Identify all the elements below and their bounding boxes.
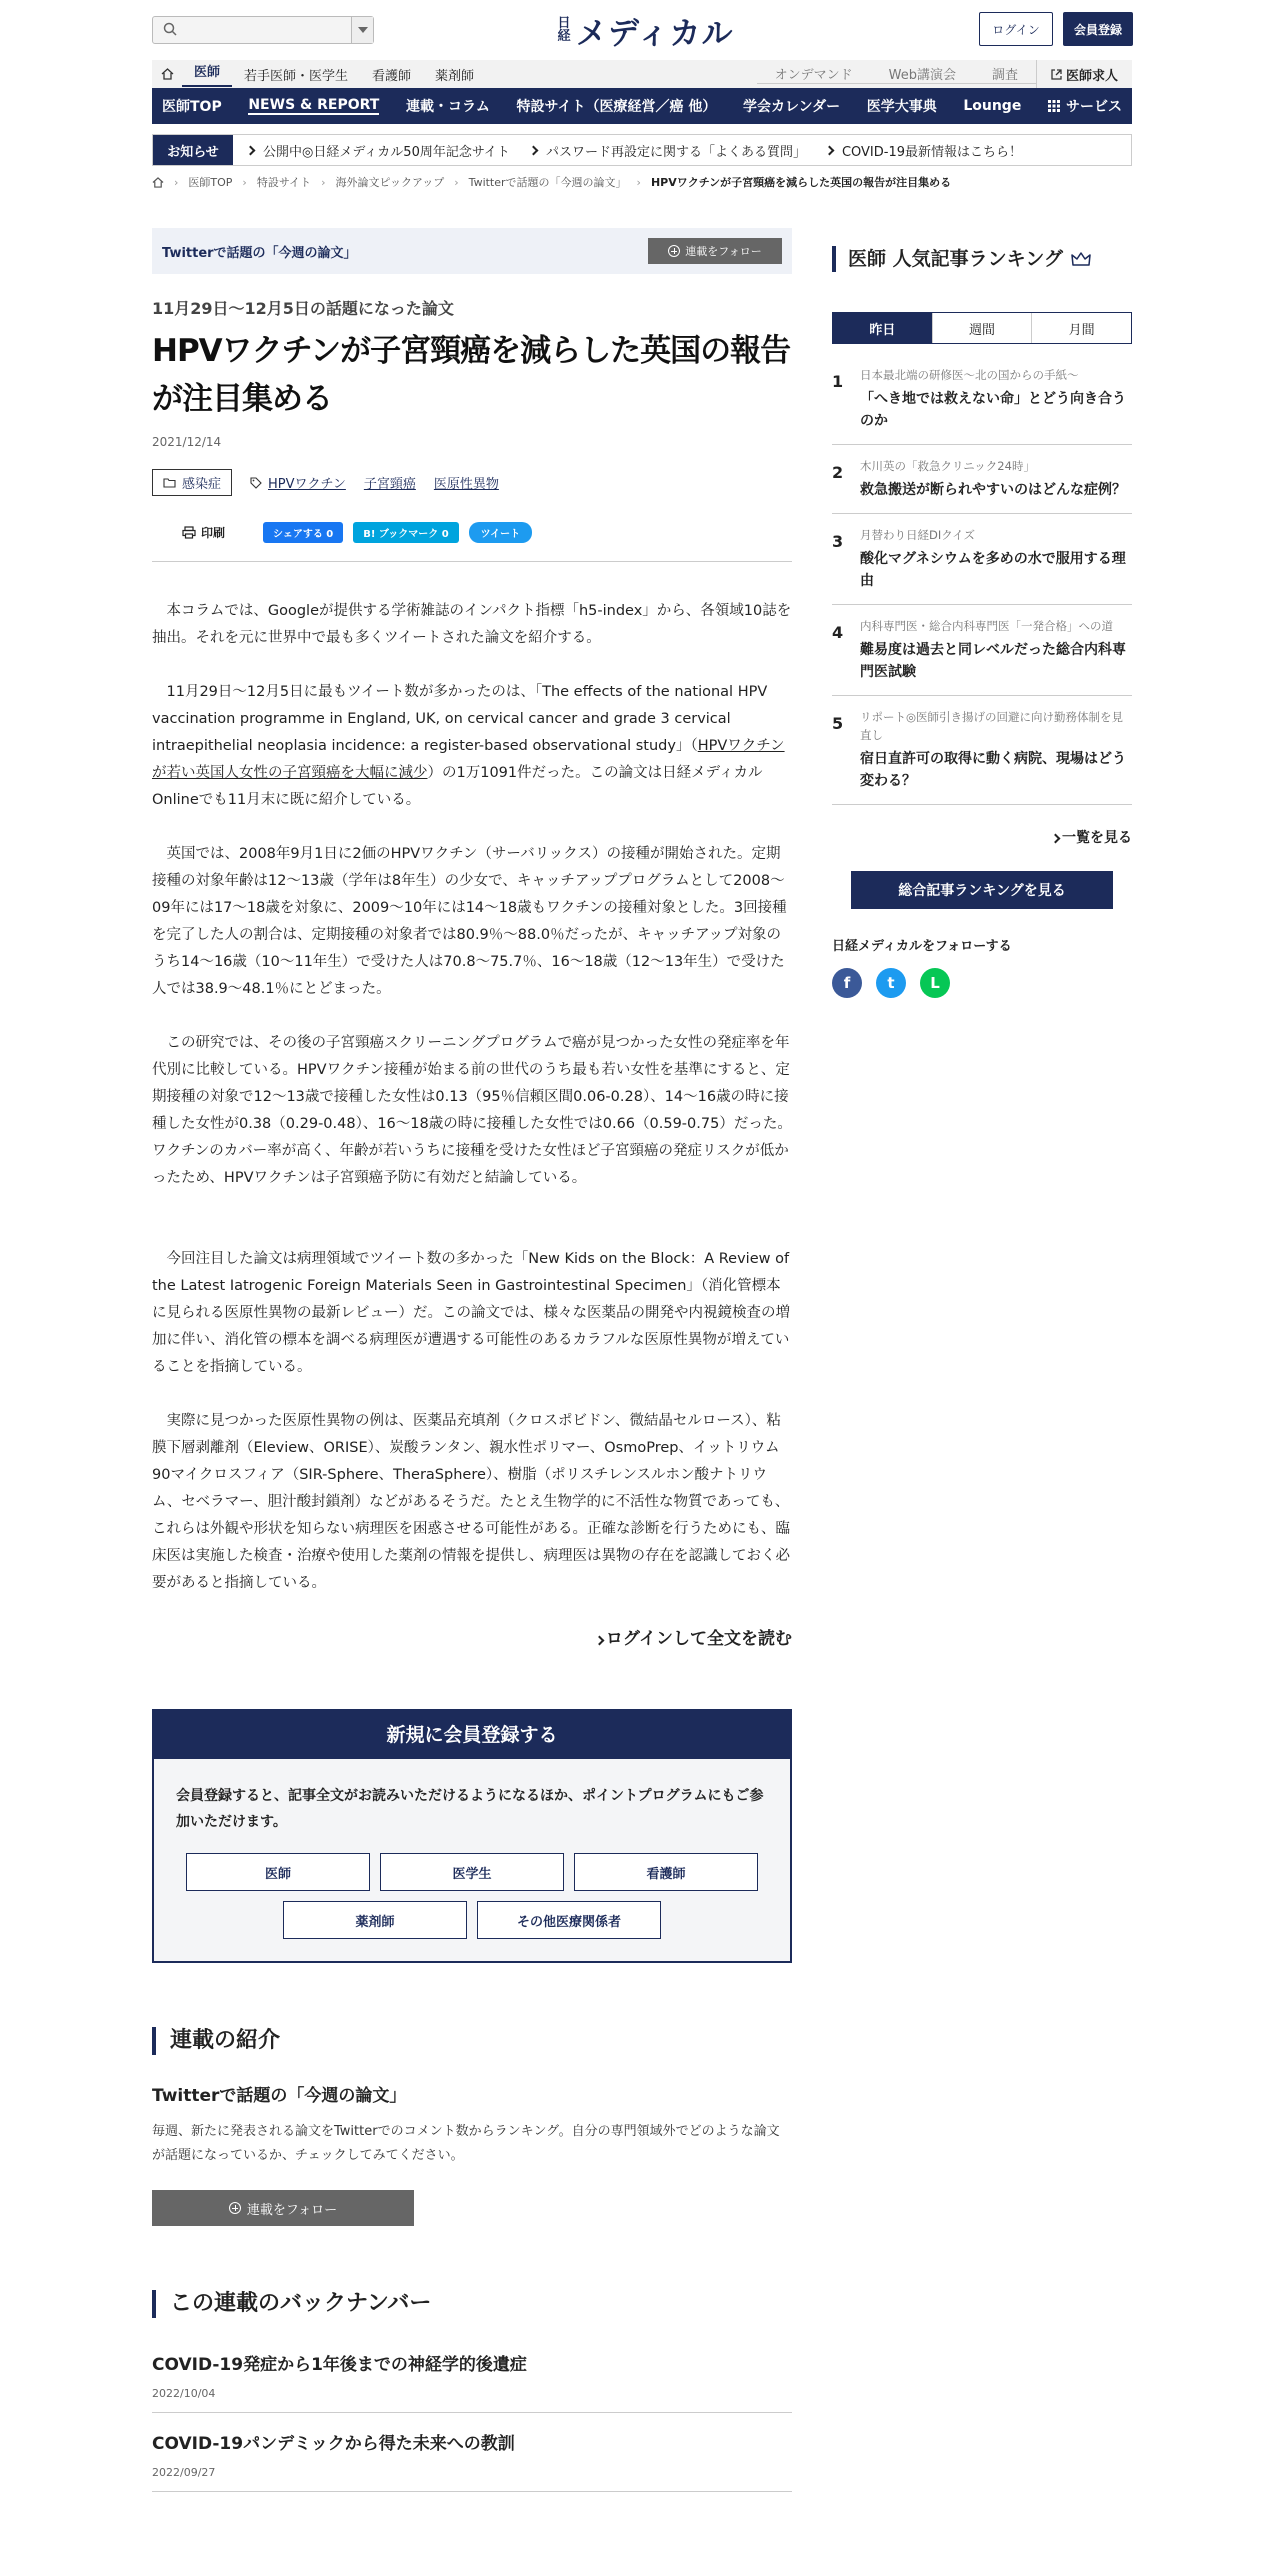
article-date: 2021/12/14 [152, 435, 222, 449]
register-student-button[interactable]: 医学生 [380, 1853, 564, 1891]
backnumber-date: 2022/10/04 [152, 2387, 216, 2400]
nav-news-report[interactable]: NEWS & REPORT [248, 97, 380, 113]
paragraph: 英国では、2008年9月1日に2価のHPVワクチン（サーバリックス）の接種が開始された。定期接種の対象年齢は12～13歳（学年は8年生）の少女で、キャッチアッププログラムとして2008～09年には17～18歳を対象に、2009～10年には14～18歳もワクチンの接種対象とした。3回接種を完了した人の割合は、定期接種の対象者では80.9％～88.0％だったが、キャッチアップ対象のうち14～16歳（10～11年生）で受けた人は70.8～75.7％、16～18歳（12～13年生）で受けた人では38.9～48.1％にとどまった。 [152, 846, 787, 997]
breadcrumb-separator: › [242, 175, 247, 189]
chevron-right-icon [528, 145, 538, 155]
subnav-pharmacist[interactable]: 薬剤師 [435, 68, 475, 84]
paragraph: 本コラムでは、Googleが提供する学術雑誌のインパクト指標「h5-index」から、各領域10誌を抽出。それを元に世界中で最も多くツイートされた論文を紹介する。 [152, 603, 792, 646]
category-label: 感染症 [182, 477, 222, 492]
follow-series-button[interactable] [648, 238, 782, 264]
register-nurse-button[interactable]: 看護師 [574, 1853, 758, 1891]
facebook-icon[interactable]: f [832, 968, 862, 998]
tag-link[interactable]: 医原性異物 [433, 477, 499, 492]
article-subtitle: 11月29日～12月5日の話題になった論文 [152, 299, 454, 318]
ranking-item[interactable] [832, 354, 1132, 445]
breadcrumb-item[interactable]: 特設サイト [256, 176, 312, 189]
breadcrumb-separator: › [454, 175, 459, 189]
rank-category: 内科専門医・総合内科専門医「一発合格」への道 [860, 619, 1113, 633]
breadcrumb-item[interactable]: 医師TOP [188, 176, 233, 189]
login-button[interactable]: ログイン [979, 12, 1053, 46]
backnumber-date: 2022/09/27 [152, 2466, 216, 2479]
subnav-job-link[interactable] [1036, 60, 1132, 88]
registration-box [152, 1709, 792, 1963]
notice-text: パスワード再設定に関する「よくある質問」 [545, 144, 806, 160]
paragraph [152, 679, 792, 814]
paragraph: 実際に見つかった医原性異物の例は、医薬品充填剤（クロスポビドン、微結晶セルロース）、粘膜下層剥離剤（Eleview、ORISE）、炭酸ランタン、親水性ポリマー、OsmoPrep、イットリウム90マイクロスフィア（SIR-Sphere、TheraSphere）、樹脂（ポリスチレンスルホン酸ナトリウム、セベラマー、胆汁酸封鎖剤）などがあるそうだ。たとえ生物学的に不活性な物質であっても、これらは外観や形状を知らない病理医を困惑させる可能性がある。正確な診断を行うためにも、臨床医は実施した検査・治療や使用した薬剤の情報を提供し、病理医は異物の存在を認識しておく必要があると指摘している。 [152, 1413, 790, 1591]
tag-link[interactable]: HPVワクチン [268, 477, 346, 492]
ranking-heading [832, 246, 1132, 272]
external-link-icon [1051, 69, 1062, 80]
main-navigation [152, 88, 1132, 124]
related-article-link[interactable]: HPVワクチンが若い英国人女性の子宮頸癌を大幅に減少 [152, 738, 785, 781]
tab-weekly[interactable]: 週間 [932, 313, 1032, 343]
subnav-web-seminar[interactable]: Web講演会 [871, 64, 974, 84]
ranking-list [832, 354, 1132, 805]
breadcrumb-separator: › [174, 175, 179, 189]
rank-category: 月替わり日経DIクイズ [860, 528, 976, 542]
paragraph-text: ）の1万1091件だった。この論文は日経メディカルOnlineでも11月末に既に紹介している。 [152, 765, 763, 808]
breadcrumb-separator: › [321, 175, 326, 189]
rank-title: 救急搬送が断られやすいのはどんな症例？ [860, 482, 1126, 498]
rank-title: 「へき地では救えない命」とどう向き合うのか [860, 391, 1126, 429]
rank-title: 宿日直許可の取得に動く病院、現場はどう変わる？ [860, 751, 1126, 789]
nav-medical-dictionary[interactable]: 医学大事典 [866, 99, 937, 115]
home-icon[interactable] [152, 177, 164, 188]
logo-nikkei: 日経 [557, 16, 571, 44]
article-body [152, 598, 792, 1597]
search-input[interactable] [152, 16, 374, 44]
site-logo[interactable] [556, 10, 734, 50]
read-more-label: ログインして全文を読む [605, 1629, 792, 1649]
divider [152, 561, 792, 562]
paragraph: この研究では、その後の子宮頸癌スクリーニングプログラムで癌が見つかった女性の発症率を年代別に比較している。HPVワクチン接種が始まる前の世代のうち最も若い女性を基準にすると、定期接種の対象で12～13歳で接種した女性は0.13（95％信頼区間0.06-0.28）、14～16歳の時に接種した女性が0.38（0.29-0.48）、16～18歳の時に接種した女性では0.66（0.59-0.75）だった。ワクチンのカバー率が高く、年齢が若いうちに接種を受けた女性ほど子宮頸癌の発症リスクが低かったため、HPVワクチンは子宮頸癌予防に有効だと結論している。 [152, 1035, 792, 1186]
notice-item[interactable] [233, 141, 516, 160]
printer-icon [182, 526, 196, 539]
notice-text: 公開中◎日経メディカル50周年記念サイト [263, 144, 510, 160]
tag-icon [250, 477, 262, 489]
line-icon[interactable]: L [920, 968, 950, 998]
ranking-item[interactable] [832, 514, 1132, 605]
tab-monthly[interactable]: 月間 [1031, 313, 1131, 343]
logo-medical: メディカル [576, 15, 734, 52]
breadcrumb [152, 174, 951, 190]
series-banner [152, 228, 792, 274]
backnumber-title: COVID-19発症から1年後までの神経学的後遺症 [152, 2355, 527, 2375]
backnumber-heading: この連載のバックナンバー [152, 2290, 792, 2318]
notice-item[interactable] [516, 141, 812, 160]
nav-doctor-top[interactable]: 医師TOP [162, 99, 222, 115]
rank-category: リポート◎医師引き揚げの回避に向け勤務体制を見直し [860, 710, 1124, 742]
rank-title: 難易度は過去と同レベルだった総合内科専門医試験 [860, 642, 1126, 680]
chevron-right-icon [594, 1636, 604, 1646]
series-intro-heading: 連載の紹介 [152, 2027, 792, 2055]
nav-series-column[interactable]: 連載・コラム [405, 99, 490, 115]
facebook-share-button[interactable]: シェアする 0 [263, 522, 343, 543]
notice-bar [152, 134, 1132, 166]
register-other-button[interactable]: その他医療関係者 [477, 1901, 661, 1939]
page-title [152, 327, 792, 423]
home-icon[interactable] [152, 68, 182, 80]
register-doctor-button[interactable]: 医師 [186, 1853, 370, 1891]
job-label: 医師求人 [1065, 68, 1118, 84]
plus-circle-icon [668, 245, 680, 257]
subnav-doctor[interactable]: 医師 [182, 61, 232, 87]
tag-list [152, 469, 792, 496]
category-tag[interactable] [152, 469, 232, 496]
rank-category: 日本最北端の研修医～北の国からの手紙～ [860, 368, 1079, 382]
registration-heading: 新規に会員登録する [154, 1711, 790, 1759]
nav-conference-calendar[interactable]: 学会カレンダー [742, 99, 841, 115]
register-button[interactable]: 会員登録 [1063, 12, 1133, 46]
rank-number: 5 [832, 714, 844, 733]
rank-number: 2 [832, 463, 844, 482]
tag-link[interactable]: 子宮頸癌 [363, 477, 416, 492]
paragraph: 今回注目した論文は病理領域でツイート数の多かった「New Kids on the Block：A Review of the Latest Iatrogenic Foreign Materials Seen in Gastrointestinal Specimen」（消化管標本に見られる医原性異物の最新レビュー）だ。この論文では、様々な医薬品の開発や内視鏡検査の増加に伴い、消化管の標本を調べる病理医が遭遇する可能性のあるカラフルな医原性異物が増えていることを指摘している。 [152, 1251, 790, 1375]
tweet-button[interactable]: ツイート [469, 522, 533, 543]
follow-text: 日経メディカルをフォローする [832, 939, 1012, 954]
rank-title: 酸化マグネシウムを多めの水で服用する理由 [860, 551, 1126, 589]
chevron-right-icon [1051, 834, 1061, 844]
rank-number: 1 [832, 372, 844, 391]
follow-label: 連載をフォロー [246, 2202, 338, 2218]
sub-navigation [152, 60, 1132, 88]
breadcrumb-current: HPVワクチンが子宮頸癌を減らした英国の報告が注目集める [650, 176, 952, 189]
notice-text: COVID-19最新情報はこちら！ [841, 144, 1023, 160]
breadcrumb-separator: › [636, 175, 641, 189]
grid-icon [1048, 100, 1060, 112]
ranking-item[interactable] [832, 696, 1132, 805]
hatena-bookmark-button[interactable]: B! ブックマーク 0 [353, 522, 458, 543]
services-label: サービス [1065, 99, 1122, 115]
follow-label: 連載をフォロー [685, 245, 762, 258]
follow-series-button[interactable] [152, 2190, 414, 2226]
nav-services[interactable] [1048, 96, 1122, 116]
all-ranking-button[interactable]: 総合記事ランキングを見る [851, 871, 1113, 909]
sidebar [832, 246, 1132, 998]
registration-message: 会員登録すると、記事全文がお読みいただけるようになるほか、ポイントプログラムにもご参加いただけます。 [176, 1788, 764, 1830]
crown-icon [1071, 252, 1091, 267]
login-read-more-link[interactable] [152, 1624, 792, 1649]
subnav-nurse[interactable]: 看護師 [372, 68, 412, 84]
series-intro-title: Twitterで話題の「今週の論文」 [152, 2086, 407, 2106]
notice-label: お知らせ [153, 135, 233, 165]
search-icon [163, 22, 177, 36]
title-line: HPVワクチンが子宮頸癌を減らした英国の報告 [152, 333, 791, 369]
register-pharmacist-button[interactable]: 薬剤師 [283, 1901, 467, 1939]
social-links [832, 968, 1132, 998]
nav-special-site[interactable]: 特設サイト（医療経営／癌 他） [516, 99, 717, 115]
share-bar [152, 522, 792, 543]
tab-yesterday[interactable]: 昨日 [833, 313, 932, 343]
rank-number: 4 [832, 623, 844, 642]
ranking-item[interactable] [832, 605, 1132, 696]
list-item[interactable] [152, 2334, 792, 2413]
list-item[interactable] [152, 2413, 792, 2492]
chevron-right-icon [246, 145, 256, 155]
breadcrumb-item[interactable]: Twitterで話題の「今週の論文」 [468, 176, 627, 189]
paragraph-text: 11月29日～12月5日に最もツイート数が多かったのは、「The effects of the national HPV vaccination programme in England, UK, on cervical cancer and grade 3 cervical intraepithelial neoplasia incidence: a register-based observational study」（ [152, 684, 768, 754]
twitter-icon[interactable]: t [876, 968, 906, 998]
rank-number: 3 [832, 532, 844, 551]
print-button[interactable] [182, 524, 225, 541]
chevron-right-icon [825, 145, 835, 155]
more-label: 一覧を見る [1062, 830, 1132, 846]
notice-item[interactable] [812, 141, 1028, 160]
nav-lounge[interactable]: Lounge [963, 98, 1022, 114]
subnav-ondemand[interactable]: オンデマンド [757, 64, 871, 84]
article [152, 228, 792, 2492]
series-name[interactable]: Twitterで話題の「今週の論文」 [162, 245, 357, 261]
search-dropdown-button[interactable] [351, 17, 373, 43]
print-label: 印刷 [201, 526, 226, 540]
breadcrumb-item[interactable]: 海外論文ピックアップ [335, 176, 445, 189]
ranking-more-link[interactable] [832, 827, 1132, 847]
plus-circle-icon [229, 2202, 241, 2214]
rank-category: 木川英の「救急クリニック24時」 [860, 459, 1035, 473]
ranking-tabs [832, 312, 1132, 344]
folder-icon [163, 477, 176, 488]
ranking-heading-text: 医師 人気記事ランキング [848, 248, 1064, 270]
ranking-item[interactable] [832, 445, 1132, 514]
title-line: が注目集める [152, 381, 332, 417]
subnav-young-doctor[interactable]: 若手医師・医学生 [244, 68, 349, 84]
subnav-survey[interactable]: 調査 [974, 64, 1036, 84]
series-intro-description: 毎週、新たに発表される論文をTwitterでのコメント数からランキング。自分の専門領域外でどのような論文が話題になっているか、チェックしてみてください。 [152, 2124, 780, 2163]
backnumber-title: COVID-19パンデミックから得た未来への教訓 [152, 2434, 515, 2454]
